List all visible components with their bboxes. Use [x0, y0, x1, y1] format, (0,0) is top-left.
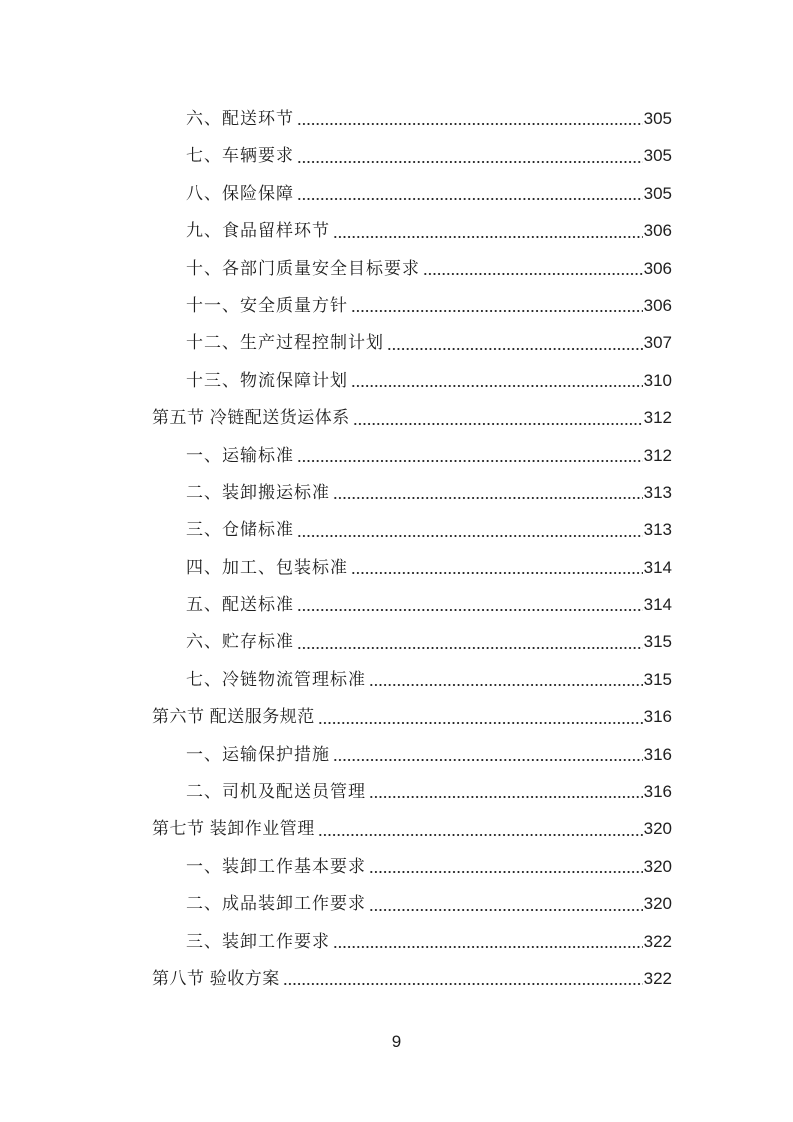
toc-entry[interactable] [152, 437, 672, 474]
dot-leader [283, 960, 643, 997]
dot-leader [297, 137, 643, 174]
toc-entry[interactable] [152, 661, 672, 698]
toc-entry-page: 316 [643, 744, 672, 764]
toc-entry[interactable] [152, 212, 672, 249]
toc-entry-title: 二、装卸搬运标准 [186, 482, 330, 502]
dot-leader [297, 623, 643, 660]
dot-leader [353, 399, 643, 436]
toc-entry-title: 十、各部门质量安全目标要求 [186, 258, 420, 278]
toc-entry-title: 五、配送标准 [186, 595, 294, 615]
toc-entry-title: 第五节 冷链配送货运体系 [152, 408, 350, 428]
dot-leader [333, 923, 643, 960]
toc-entry[interactable] [152, 324, 672, 361]
toc-entry-page: 322 [643, 931, 672, 951]
toc-entry[interactable] [152, 923, 672, 960]
dot-leader [333, 736, 643, 773]
toc-entry-page: 305 [643, 109, 672, 128]
dot-leader [297, 437, 643, 474]
toc-entry[interactable] [152, 362, 672, 399]
toc-entry[interactable] [152, 250, 672, 287]
dot-leader [333, 474, 643, 511]
toc-entry-title: 十三、物流保障计划 [186, 370, 348, 390]
toc-entry[interactable] [152, 885, 672, 922]
dot-leader [351, 287, 643, 324]
toc-entry-page: 310 [643, 370, 672, 390]
toc-entry-page: 320 [643, 819, 672, 839]
toc-entry-page: 312 [643, 408, 672, 428]
dot-leader [369, 773, 643, 810]
toc-entry-title: 七、冷链物流管理标准 [186, 669, 366, 689]
toc-entry[interactable] [152, 287, 672, 324]
toc-entry-page: 313 [643, 520, 672, 540]
dot-leader [297, 511, 643, 548]
toc-entry[interactable] [152, 175, 672, 212]
dot-leader [351, 362, 643, 399]
toc-entry-title: 四、加工、包装标准 [186, 557, 348, 577]
toc-entry-title: 一、运输保护措施 [186, 744, 330, 764]
toc-entry[interactable] [152, 848, 672, 885]
dot-leader [333, 212, 643, 249]
toc-entry-page: 306 [643, 295, 672, 315]
toc-entry-page: 315 [643, 632, 672, 652]
toc-entry-title: 第六节 配送服务规范 [152, 707, 315, 727]
toc-entry-title: 七、车辆要求 [186, 146, 294, 166]
toc-entry-page: 305 [643, 146, 672, 166]
dot-leader [297, 100, 643, 137]
toc-entry-title: 六、配送环节 [186, 109, 294, 128]
toc-entry-title: 六、贮存标准 [186, 632, 294, 652]
dot-leader [369, 885, 643, 922]
toc-entry-title: 十二、生产过程控制计划 [186, 333, 384, 353]
toc-entry[interactable] [152, 399, 672, 436]
toc-entry[interactable] [152, 474, 672, 511]
dot-leader [351, 549, 643, 586]
toc-entry[interactable] [152, 100, 672, 137]
dot-leader [318, 810, 643, 847]
toc-entry-page: 312 [643, 445, 672, 465]
toc-entry-title: 三、仓储标准 [186, 520, 294, 540]
toc-entry[interactable] [152, 549, 672, 586]
toc-entry-page: 316 [643, 707, 672, 727]
dot-leader [369, 848, 643, 885]
toc-entry-page: 307 [643, 333, 672, 353]
toc-entry-page: 322 [643, 968, 672, 988]
table-of-contents [152, 100, 672, 997]
toc-entry[interactable] [152, 698, 672, 735]
toc-entry-title: 一、运输标准 [186, 445, 294, 465]
toc-entry[interactable] [152, 960, 672, 997]
toc-entry-page: 315 [643, 669, 672, 689]
toc-entry[interactable] [152, 623, 672, 660]
toc-entry-title: 十一、安全质量方针 [186, 295, 348, 315]
toc-entry-title: 二、成品装卸工作要求 [186, 894, 366, 914]
dot-leader [387, 324, 643, 361]
toc-entry-title: 第八节 验收方案 [152, 968, 280, 988]
dot-leader [369, 661, 643, 698]
toc-entry[interactable] [152, 511, 672, 548]
toc-entry-page: 314 [643, 557, 672, 577]
toc-entry-page: 316 [643, 782, 672, 802]
toc-entry-page: 320 [643, 894, 672, 914]
toc-entry-page: 306 [643, 258, 672, 278]
toc-entry-title: 第七节 装卸作业管理 [152, 819, 315, 839]
toc-entry-title: 九、食品留样环节 [186, 221, 330, 241]
toc-entry[interactable] [152, 736, 672, 773]
toc-entry-page: 314 [643, 595, 672, 615]
toc-entry-title: 二、司机及配送员管理 [186, 782, 366, 802]
toc-entry-title: 三、装卸工作要求 [186, 931, 330, 951]
dot-leader [423, 250, 643, 287]
toc-entry-title: 八、保险保障 [186, 183, 294, 203]
page-number: 9 [391, 1032, 402, 1051]
dot-leader [318, 698, 643, 735]
dot-leader [297, 175, 643, 212]
toc-entry[interactable] [152, 137, 672, 174]
toc-entry[interactable] [152, 586, 672, 623]
toc-entry-title: 一、装卸工作基本要求 [186, 856, 366, 876]
toc-entry-page: 306 [643, 221, 672, 241]
toc-entry[interactable] [152, 773, 672, 810]
toc-entry-page: 320 [643, 856, 672, 876]
dot-leader [297, 586, 643, 623]
toc-entry-page: 313 [643, 482, 672, 502]
toc-entry[interactable] [152, 810, 672, 847]
toc-entry-page: 305 [643, 183, 672, 203]
